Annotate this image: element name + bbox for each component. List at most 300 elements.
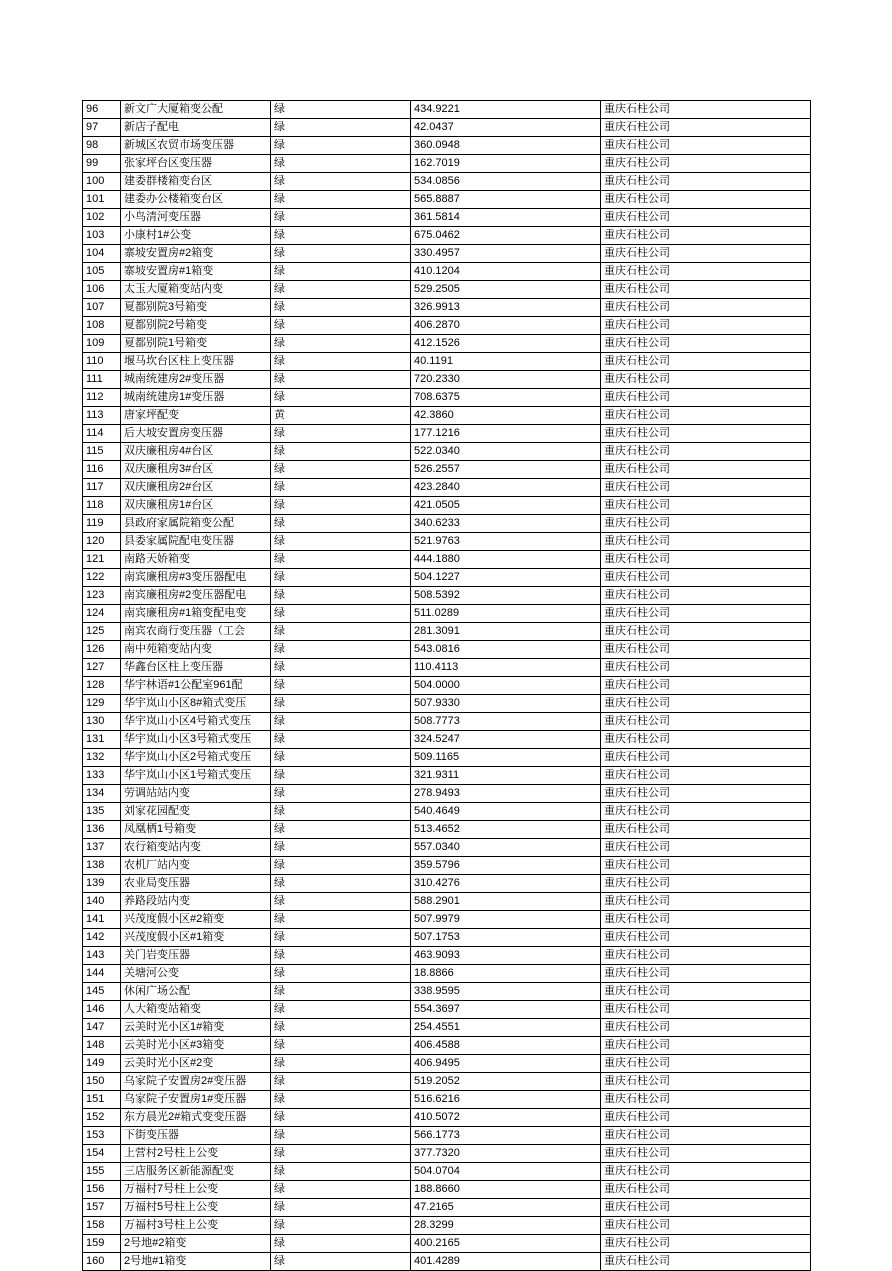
cell-company: 重庆石柱公司 (601, 929, 811, 947)
cell-value: 361.5814 (411, 209, 601, 227)
cell-name: 城南统建房2#变压器 (121, 371, 271, 389)
cell-company: 重庆石柱公司 (601, 299, 811, 317)
table-row (83, 587, 811, 605)
cell-index: 128 (83, 677, 121, 695)
table-row (83, 1163, 811, 1181)
cell-company: 重庆石柱公司 (601, 317, 811, 335)
cell-name: 农行箱变站内变 (121, 839, 271, 857)
cell-color: 绿 (271, 821, 411, 839)
cell-index: 125 (83, 623, 121, 641)
table-row (83, 443, 811, 461)
table-row (83, 515, 811, 533)
cell-color: 绿 (271, 371, 411, 389)
cell-name: 万福村7号柱上公变 (121, 1181, 271, 1199)
table-row (83, 371, 811, 389)
cell-index: 136 (83, 821, 121, 839)
cell-color: 绿 (271, 119, 411, 137)
cell-color: 绿 (271, 911, 411, 929)
cell-company: 重庆石柱公司 (601, 911, 811, 929)
cell-name: 小鸟清河变压器 (121, 209, 271, 227)
cell-index: 158 (83, 1217, 121, 1235)
cell-index: 104 (83, 245, 121, 263)
cell-name: 华宇岚山小区4号箱式变压 (121, 713, 271, 731)
cell-color: 绿 (271, 1145, 411, 1163)
cell-color: 绿 (271, 299, 411, 317)
cell-name: 兴茂度假小区#1箱变 (121, 929, 271, 947)
cell-index: 123 (83, 587, 121, 605)
cell-color: 绿 (271, 1019, 411, 1037)
cell-index: 148 (83, 1037, 121, 1055)
table-row (83, 1127, 811, 1145)
cell-value: 321.9311 (411, 767, 601, 785)
cell-color: 绿 (271, 1181, 411, 1199)
table-row (83, 713, 811, 731)
cell-company: 重庆石柱公司 (601, 857, 811, 875)
cell-value: 326.9913 (411, 299, 601, 317)
cell-color: 绿 (271, 1109, 411, 1127)
table-row (83, 569, 811, 587)
cell-color: 黄 (271, 407, 411, 425)
cell-name: 华宇岚山小区8#箱式变压 (121, 695, 271, 713)
cell-color: 绿 (271, 659, 411, 677)
cell-name: 南宾廉租房#2变压器配电 (121, 587, 271, 605)
cell-value: 377.7320 (411, 1145, 601, 1163)
cell-color: 绿 (271, 587, 411, 605)
table-row (83, 119, 811, 137)
cell-name: 建委办公楼箱变台区 (121, 191, 271, 209)
cell-value: 508.7773 (411, 713, 601, 731)
cell-value: 360.0948 (411, 137, 601, 155)
cell-color: 绿 (271, 389, 411, 407)
table-row (83, 605, 811, 623)
cell-name: 下街变压器 (121, 1127, 271, 1145)
cell-color: 绿 (271, 317, 411, 335)
table-row (83, 1235, 811, 1253)
cell-index: 130 (83, 713, 121, 731)
cell-company: 重庆石柱公司 (601, 173, 811, 191)
table-row (83, 1019, 811, 1037)
table-row (83, 479, 811, 497)
cell-company: 重庆石柱公司 (601, 101, 811, 119)
table-row (83, 1181, 811, 1199)
cell-index: 106 (83, 281, 121, 299)
cell-company: 重庆石柱公司 (601, 551, 811, 569)
cell-name: 云美时光小区#3箱变 (121, 1037, 271, 1055)
cell-color: 绿 (271, 623, 411, 641)
cell-color: 绿 (271, 605, 411, 623)
cell-color: 绿 (271, 785, 411, 803)
cell-company: 重庆石柱公司 (601, 1163, 811, 1181)
cell-index: 144 (83, 965, 121, 983)
table-row (83, 245, 811, 263)
cell-index: 109 (83, 335, 121, 353)
table-row (83, 1109, 811, 1127)
cell-color: 绿 (271, 1001, 411, 1019)
table-row (83, 875, 811, 893)
transformer-data-table (82, 100, 811, 1271)
cell-color: 绿 (271, 101, 411, 119)
table-row (83, 263, 811, 281)
table-row (83, 911, 811, 929)
cell-company: 重庆石柱公司 (601, 263, 811, 281)
cell-name: 南中苑箱变站内变 (121, 641, 271, 659)
table-row (83, 299, 811, 317)
cell-value: 720.2330 (411, 371, 601, 389)
cell-company: 重庆石柱公司 (601, 1037, 811, 1055)
cell-company: 重庆石柱公司 (601, 1055, 811, 1073)
cell-value: 509.1165 (411, 749, 601, 767)
cell-index: 102 (83, 209, 121, 227)
cell-name: 刘家花园配变 (121, 803, 271, 821)
cell-name: 农业局变压器 (121, 875, 271, 893)
cell-index: 112 (83, 389, 121, 407)
cell-company: 重庆石柱公司 (601, 893, 811, 911)
cell-name: 乌家院子安置房2#变压器 (121, 1073, 271, 1091)
cell-company: 重庆石柱公司 (601, 497, 811, 515)
cell-company: 重庆石柱公司 (601, 821, 811, 839)
cell-name: 夏都别院2号箱变 (121, 317, 271, 335)
cell-color: 绿 (271, 641, 411, 659)
cell-value: 557.0340 (411, 839, 601, 857)
cell-color: 绿 (271, 893, 411, 911)
cell-color: 绿 (271, 965, 411, 983)
cell-index: 101 (83, 191, 121, 209)
table-row (83, 389, 811, 407)
cell-name: 华鑫台区柱上变压器 (121, 659, 271, 677)
cell-color: 绿 (271, 839, 411, 857)
cell-name: 华宇林语#1公配室961配 (121, 677, 271, 695)
table-row (83, 1199, 811, 1217)
cell-company: 重庆石柱公司 (601, 1253, 811, 1271)
cell-index: 107 (83, 299, 121, 317)
cell-value: 338.9595 (411, 983, 601, 1001)
cell-value: 254.4551 (411, 1019, 601, 1037)
cell-company: 重庆石柱公司 (601, 389, 811, 407)
cell-value: 507.9330 (411, 695, 601, 713)
cell-color: 绿 (271, 353, 411, 371)
cell-company: 重庆石柱公司 (601, 515, 811, 533)
cell-name: 寨坡安置房#2箱变 (121, 245, 271, 263)
cell-name: 双庆廉租房4#台区 (121, 443, 271, 461)
cell-name: 休闲广场公配 (121, 983, 271, 1001)
table-row (83, 857, 811, 875)
cell-value: 42.3860 (411, 407, 601, 425)
cell-value: 330.4957 (411, 245, 601, 263)
cell-value: 310.4276 (411, 875, 601, 893)
cell-company: 重庆石柱公司 (601, 425, 811, 443)
cell-name: 2号地#2箱变 (121, 1235, 271, 1253)
cell-name: 华宇岚山小区2号箱式变压 (121, 749, 271, 767)
cell-company: 重庆石柱公司 (601, 533, 811, 551)
cell-company: 重庆石柱公司 (601, 1235, 811, 1253)
cell-index: 149 (83, 1055, 121, 1073)
cell-color: 绿 (271, 713, 411, 731)
cell-value: 401.4289 (411, 1253, 601, 1271)
cell-index: 152 (83, 1109, 121, 1127)
cell-company: 重庆石柱公司 (601, 983, 811, 1001)
cell-name: 南路天娇箱变 (121, 551, 271, 569)
cell-company: 重庆石柱公司 (601, 623, 811, 641)
cell-value: 463.9093 (411, 947, 601, 965)
cell-color: 绿 (271, 749, 411, 767)
cell-name: 新店子配电 (121, 119, 271, 137)
cell-name: 堰马坎台区柱上变压器 (121, 353, 271, 371)
table-row (83, 947, 811, 965)
cell-company: 重庆石柱公司 (601, 137, 811, 155)
cell-color: 绿 (271, 695, 411, 713)
cell-value: 526.2557 (411, 461, 601, 479)
cell-name: 太玉大厦箱变站内变 (121, 281, 271, 299)
cell-color: 绿 (271, 227, 411, 245)
cell-index: 134 (83, 785, 121, 803)
table-row (83, 1037, 811, 1055)
table-row (83, 1055, 811, 1073)
table-row (83, 893, 811, 911)
cell-name: 南宾廉租房#3变压器配电 (121, 569, 271, 587)
cell-company: 重庆石柱公司 (601, 1145, 811, 1163)
cell-value: 40.1191 (411, 353, 601, 371)
cell-value: 566.1773 (411, 1127, 601, 1145)
cell-index: 160 (83, 1253, 121, 1271)
cell-index: 138 (83, 857, 121, 875)
cell-name: 双庆廉租房1#台区 (121, 497, 271, 515)
cell-index: 113 (83, 407, 121, 425)
cell-value: 47.2165 (411, 1199, 601, 1217)
table-row (83, 533, 811, 551)
table-row (83, 137, 811, 155)
cell-value: 507.1753 (411, 929, 601, 947)
cell-name: 华宇岚山小区1号箱式变压 (121, 767, 271, 785)
cell-company: 重庆石柱公司 (601, 965, 811, 983)
cell-company: 重庆石柱公司 (601, 713, 811, 731)
cell-color: 绿 (271, 281, 411, 299)
cell-value: 588.2901 (411, 893, 601, 911)
cell-value: 400.2165 (411, 1235, 601, 1253)
cell-name: 劳调站站内变 (121, 785, 271, 803)
cell-index: 142 (83, 929, 121, 947)
cell-company: 重庆石柱公司 (601, 209, 811, 227)
cell-color: 绿 (271, 803, 411, 821)
cell-value: 434.9221 (411, 101, 601, 119)
cell-index: 118 (83, 497, 121, 515)
table-row (83, 1091, 811, 1109)
cell-company: 重庆石柱公司 (601, 803, 811, 821)
cell-name: 县政府家属院箱变公配 (121, 515, 271, 533)
cell-color: 绿 (271, 1235, 411, 1253)
cell-name: 唐家坪配变 (121, 407, 271, 425)
cell-color: 绿 (271, 983, 411, 1001)
cell-value: 42.0437 (411, 119, 601, 137)
cell-index: 126 (83, 641, 121, 659)
cell-value: 359.5796 (411, 857, 601, 875)
cell-value: 565.8887 (411, 191, 601, 209)
cell-color: 绿 (271, 425, 411, 443)
cell-name: 后大坡安置房变压器 (121, 425, 271, 443)
cell-index: 129 (83, 695, 121, 713)
cell-color: 绿 (271, 461, 411, 479)
cell-company: 重庆石柱公司 (601, 443, 811, 461)
cell-index: 122 (83, 569, 121, 587)
table-row (83, 677, 811, 695)
cell-company: 重庆石柱公司 (601, 1001, 811, 1019)
cell-color: 绿 (271, 551, 411, 569)
table-row (83, 461, 811, 479)
table-row (83, 317, 811, 335)
cell-value: 177.1216 (411, 425, 601, 443)
cell-value: 516.6216 (411, 1091, 601, 1109)
table-row (83, 551, 811, 569)
cell-color: 绿 (271, 263, 411, 281)
cell-company: 重庆石柱公司 (601, 1199, 811, 1217)
cell-company: 重庆石柱公司 (601, 875, 811, 893)
cell-value: 543.0816 (411, 641, 601, 659)
cell-company: 重庆石柱公司 (601, 767, 811, 785)
cell-index: 135 (83, 803, 121, 821)
cell-company: 重庆石柱公司 (601, 371, 811, 389)
cell-index: 139 (83, 875, 121, 893)
cell-color: 绿 (271, 1055, 411, 1073)
cell-company: 重庆石柱公司 (601, 569, 811, 587)
cell-name: 华宇岚山小区3号箱式变压 (121, 731, 271, 749)
cell-name: 万福村3号柱上公变 (121, 1217, 271, 1235)
cell-name: 新城区农贸市场变压器 (121, 137, 271, 155)
table-row (83, 1073, 811, 1091)
cell-company: 重庆石柱公司 (601, 749, 811, 767)
cell-value: 410.1204 (411, 263, 601, 281)
cell-index: 100 (83, 173, 121, 191)
cell-color: 绿 (271, 1253, 411, 1271)
cell-name: 城南统建房1#变压器 (121, 389, 271, 407)
table-row (83, 497, 811, 515)
cell-index: 143 (83, 947, 121, 965)
cell-color: 绿 (271, 1199, 411, 1217)
cell-value: 406.4588 (411, 1037, 601, 1055)
table-row (83, 983, 811, 1001)
cell-index: 133 (83, 767, 121, 785)
cell-index: 96 (83, 101, 121, 119)
table-row (83, 335, 811, 353)
cell-name: 东方晨光2#箱式变变压器 (121, 1109, 271, 1127)
cell-value: 423.2840 (411, 479, 601, 497)
cell-name: 农机厂站内变 (121, 857, 271, 875)
cell-index: 103 (83, 227, 121, 245)
cell-value: 521.9763 (411, 533, 601, 551)
cell-company: 重庆石柱公司 (601, 1109, 811, 1127)
cell-company: 重庆石柱公司 (601, 461, 811, 479)
cell-value: 513.4652 (411, 821, 601, 839)
cell-color: 绿 (271, 137, 411, 155)
cell-index: 132 (83, 749, 121, 767)
table-row (83, 407, 811, 425)
cell-name: 寨坡安置房#1箱变 (121, 263, 271, 281)
table-row (83, 1145, 811, 1163)
cell-value: 540.4649 (411, 803, 601, 821)
cell-value: 534.0856 (411, 173, 601, 191)
cell-company: 重庆石柱公司 (601, 281, 811, 299)
cell-value: 162.7019 (411, 155, 601, 173)
cell-name: 夏都别院1号箱变 (121, 335, 271, 353)
cell-index: 124 (83, 605, 121, 623)
cell-index: 98 (83, 137, 121, 155)
table-row (83, 767, 811, 785)
cell-color: 绿 (271, 173, 411, 191)
cell-company: 重庆石柱公司 (601, 1127, 811, 1145)
cell-name: 双庆廉租房3#台区 (121, 461, 271, 479)
cell-name: 乌家院子安置房1#变压器 (121, 1091, 271, 1109)
cell-index: 131 (83, 731, 121, 749)
cell-color: 绿 (271, 1217, 411, 1235)
cell-value: 522.0340 (411, 443, 601, 461)
cell-name: 县委家属院配电变压器 (121, 533, 271, 551)
cell-company: 重庆石柱公司 (601, 1019, 811, 1037)
table-row (83, 731, 811, 749)
cell-index: 140 (83, 893, 121, 911)
cell-color: 绿 (271, 209, 411, 227)
cell-name: 建委群楼箱变台区 (121, 173, 271, 191)
cell-company: 重庆石柱公司 (601, 1181, 811, 1199)
cell-company: 重庆石柱公司 (601, 245, 811, 263)
table-row (83, 623, 811, 641)
cell-name: 2号地#1箱变 (121, 1253, 271, 1271)
cell-value: 110.4113 (411, 659, 601, 677)
cell-name: 关门岩变压器 (121, 947, 271, 965)
cell-value: 554.3697 (411, 1001, 601, 1019)
cell-value: 412.1526 (411, 335, 601, 353)
table-row (83, 641, 811, 659)
table-row (83, 839, 811, 857)
cell-index: 108 (83, 317, 121, 335)
cell-company: 重庆石柱公司 (601, 407, 811, 425)
table-row (83, 695, 811, 713)
table-row (83, 1001, 811, 1019)
cell-index: 153 (83, 1127, 121, 1145)
cell-color: 绿 (271, 731, 411, 749)
cell-color: 绿 (271, 947, 411, 965)
table-row (83, 101, 811, 119)
cell-color: 绿 (271, 569, 411, 587)
cell-name: 关塘河公变 (121, 965, 271, 983)
cell-color: 绿 (271, 929, 411, 947)
cell-index: 145 (83, 983, 121, 1001)
cell-value: 28.3299 (411, 1217, 601, 1235)
cell-color: 绿 (271, 479, 411, 497)
cell-company: 重庆石柱公司 (601, 695, 811, 713)
cell-company: 重庆石柱公司 (601, 479, 811, 497)
cell-index: 117 (83, 479, 121, 497)
cell-company: 重庆石柱公司 (601, 227, 811, 245)
cell-index: 105 (83, 263, 121, 281)
table-row (83, 353, 811, 371)
cell-color: 绿 (271, 1037, 411, 1055)
cell-index: 146 (83, 1001, 121, 1019)
cell-company: 重庆石柱公司 (601, 155, 811, 173)
cell-company: 重庆石柱公司 (601, 353, 811, 371)
table-row (83, 425, 811, 443)
table-row (83, 929, 811, 947)
cell-index: 159 (83, 1235, 121, 1253)
cell-company: 重庆石柱公司 (601, 659, 811, 677)
cell-index: 155 (83, 1163, 121, 1181)
cell-company: 重庆石柱公司 (601, 605, 811, 623)
cell-company: 重庆石柱公司 (601, 1091, 811, 1109)
table-row (83, 749, 811, 767)
cell-color: 绿 (271, 245, 411, 263)
cell-index: 110 (83, 353, 121, 371)
cell-value: 324.5247 (411, 731, 601, 749)
cell-company: 重庆石柱公司 (601, 335, 811, 353)
cell-color: 绿 (271, 875, 411, 893)
cell-name: 张家坪台区变压器 (121, 155, 271, 173)
